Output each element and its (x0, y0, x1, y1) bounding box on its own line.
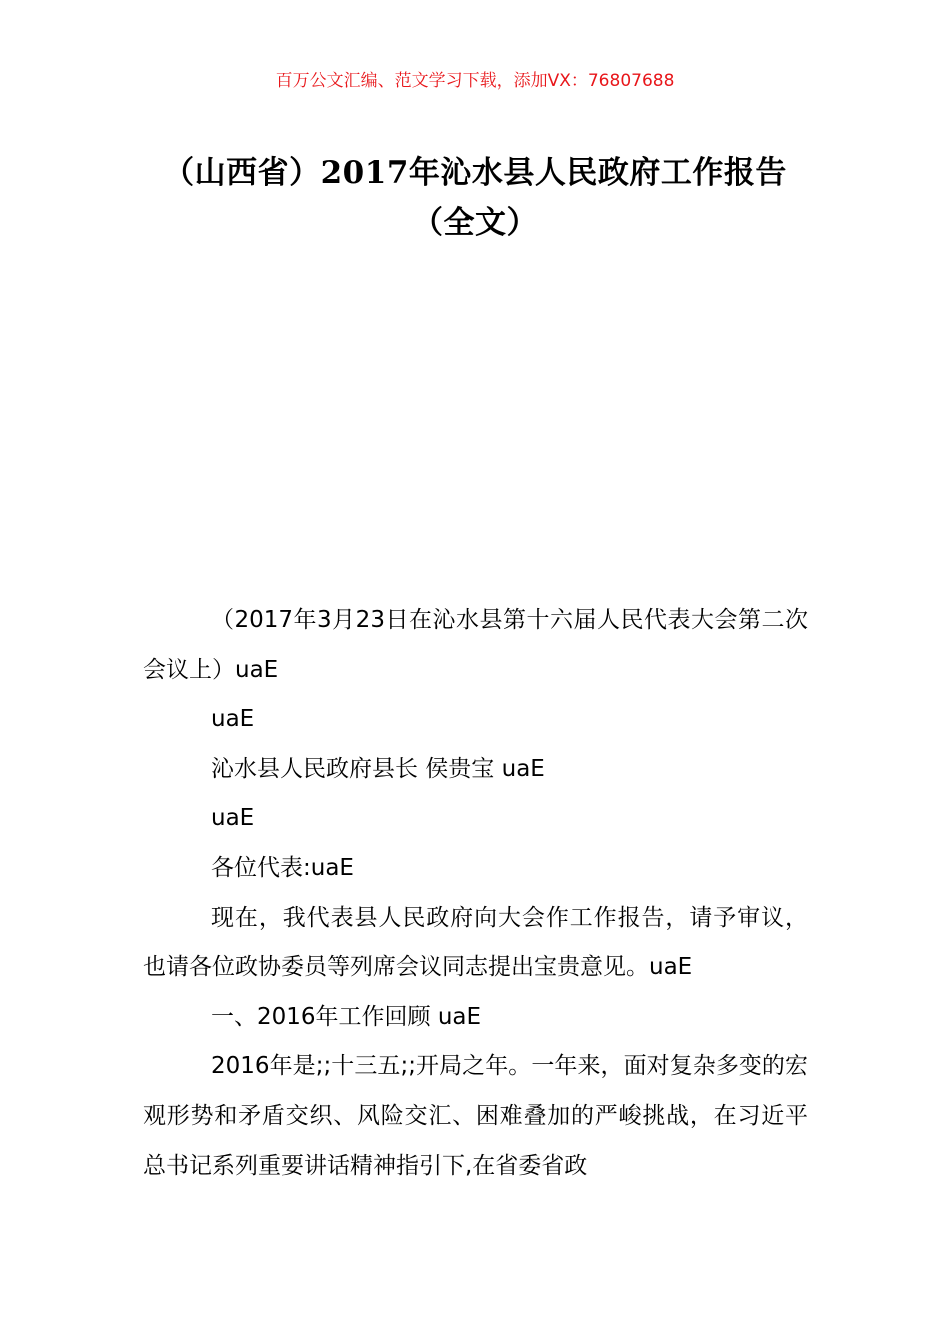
document-title: （山西省）2017年沁水县人民政府工作报告（全文） (163, 155, 787, 241)
paragraph-review: 2016年是;;十三五;;开局之年。一年来，面对复杂多变的宏观形势和矛盾交织、风险交汇、困难叠加的严峻挑战，在习近平总书记系列重要讲话精神指引下,在省委省政 (143, 1053, 808, 1179)
paragraph-blank-marker: uaE (211, 805, 255, 832)
paragraph-session-info: （2017年3月23日在沁水县第十六届人民代表大会第二次会议上）uaE (143, 607, 808, 683)
paragraph-speaker: 沁水县人民政府县长 侯贵宝 uaE (211, 755, 545, 782)
section-heading: 一、2016年工作回顾 uaE (211, 1003, 482, 1030)
paragraph-salutation: 各位代表:uaE (211, 854, 354, 881)
document-body (143, 596, 808, 1191)
paragraph-blank-marker: uaE (211, 706, 255, 733)
paragraph-intro: 现在，我代表县人民政府向大会作工作报告，请予审议，也请各位政协委员等列席会议同志提出宝贵意见。uaE (143, 904, 808, 981)
header-watermark-note: 百万公文汇编、范文学习下载，添加VX：76807688 (275, 71, 675, 91)
